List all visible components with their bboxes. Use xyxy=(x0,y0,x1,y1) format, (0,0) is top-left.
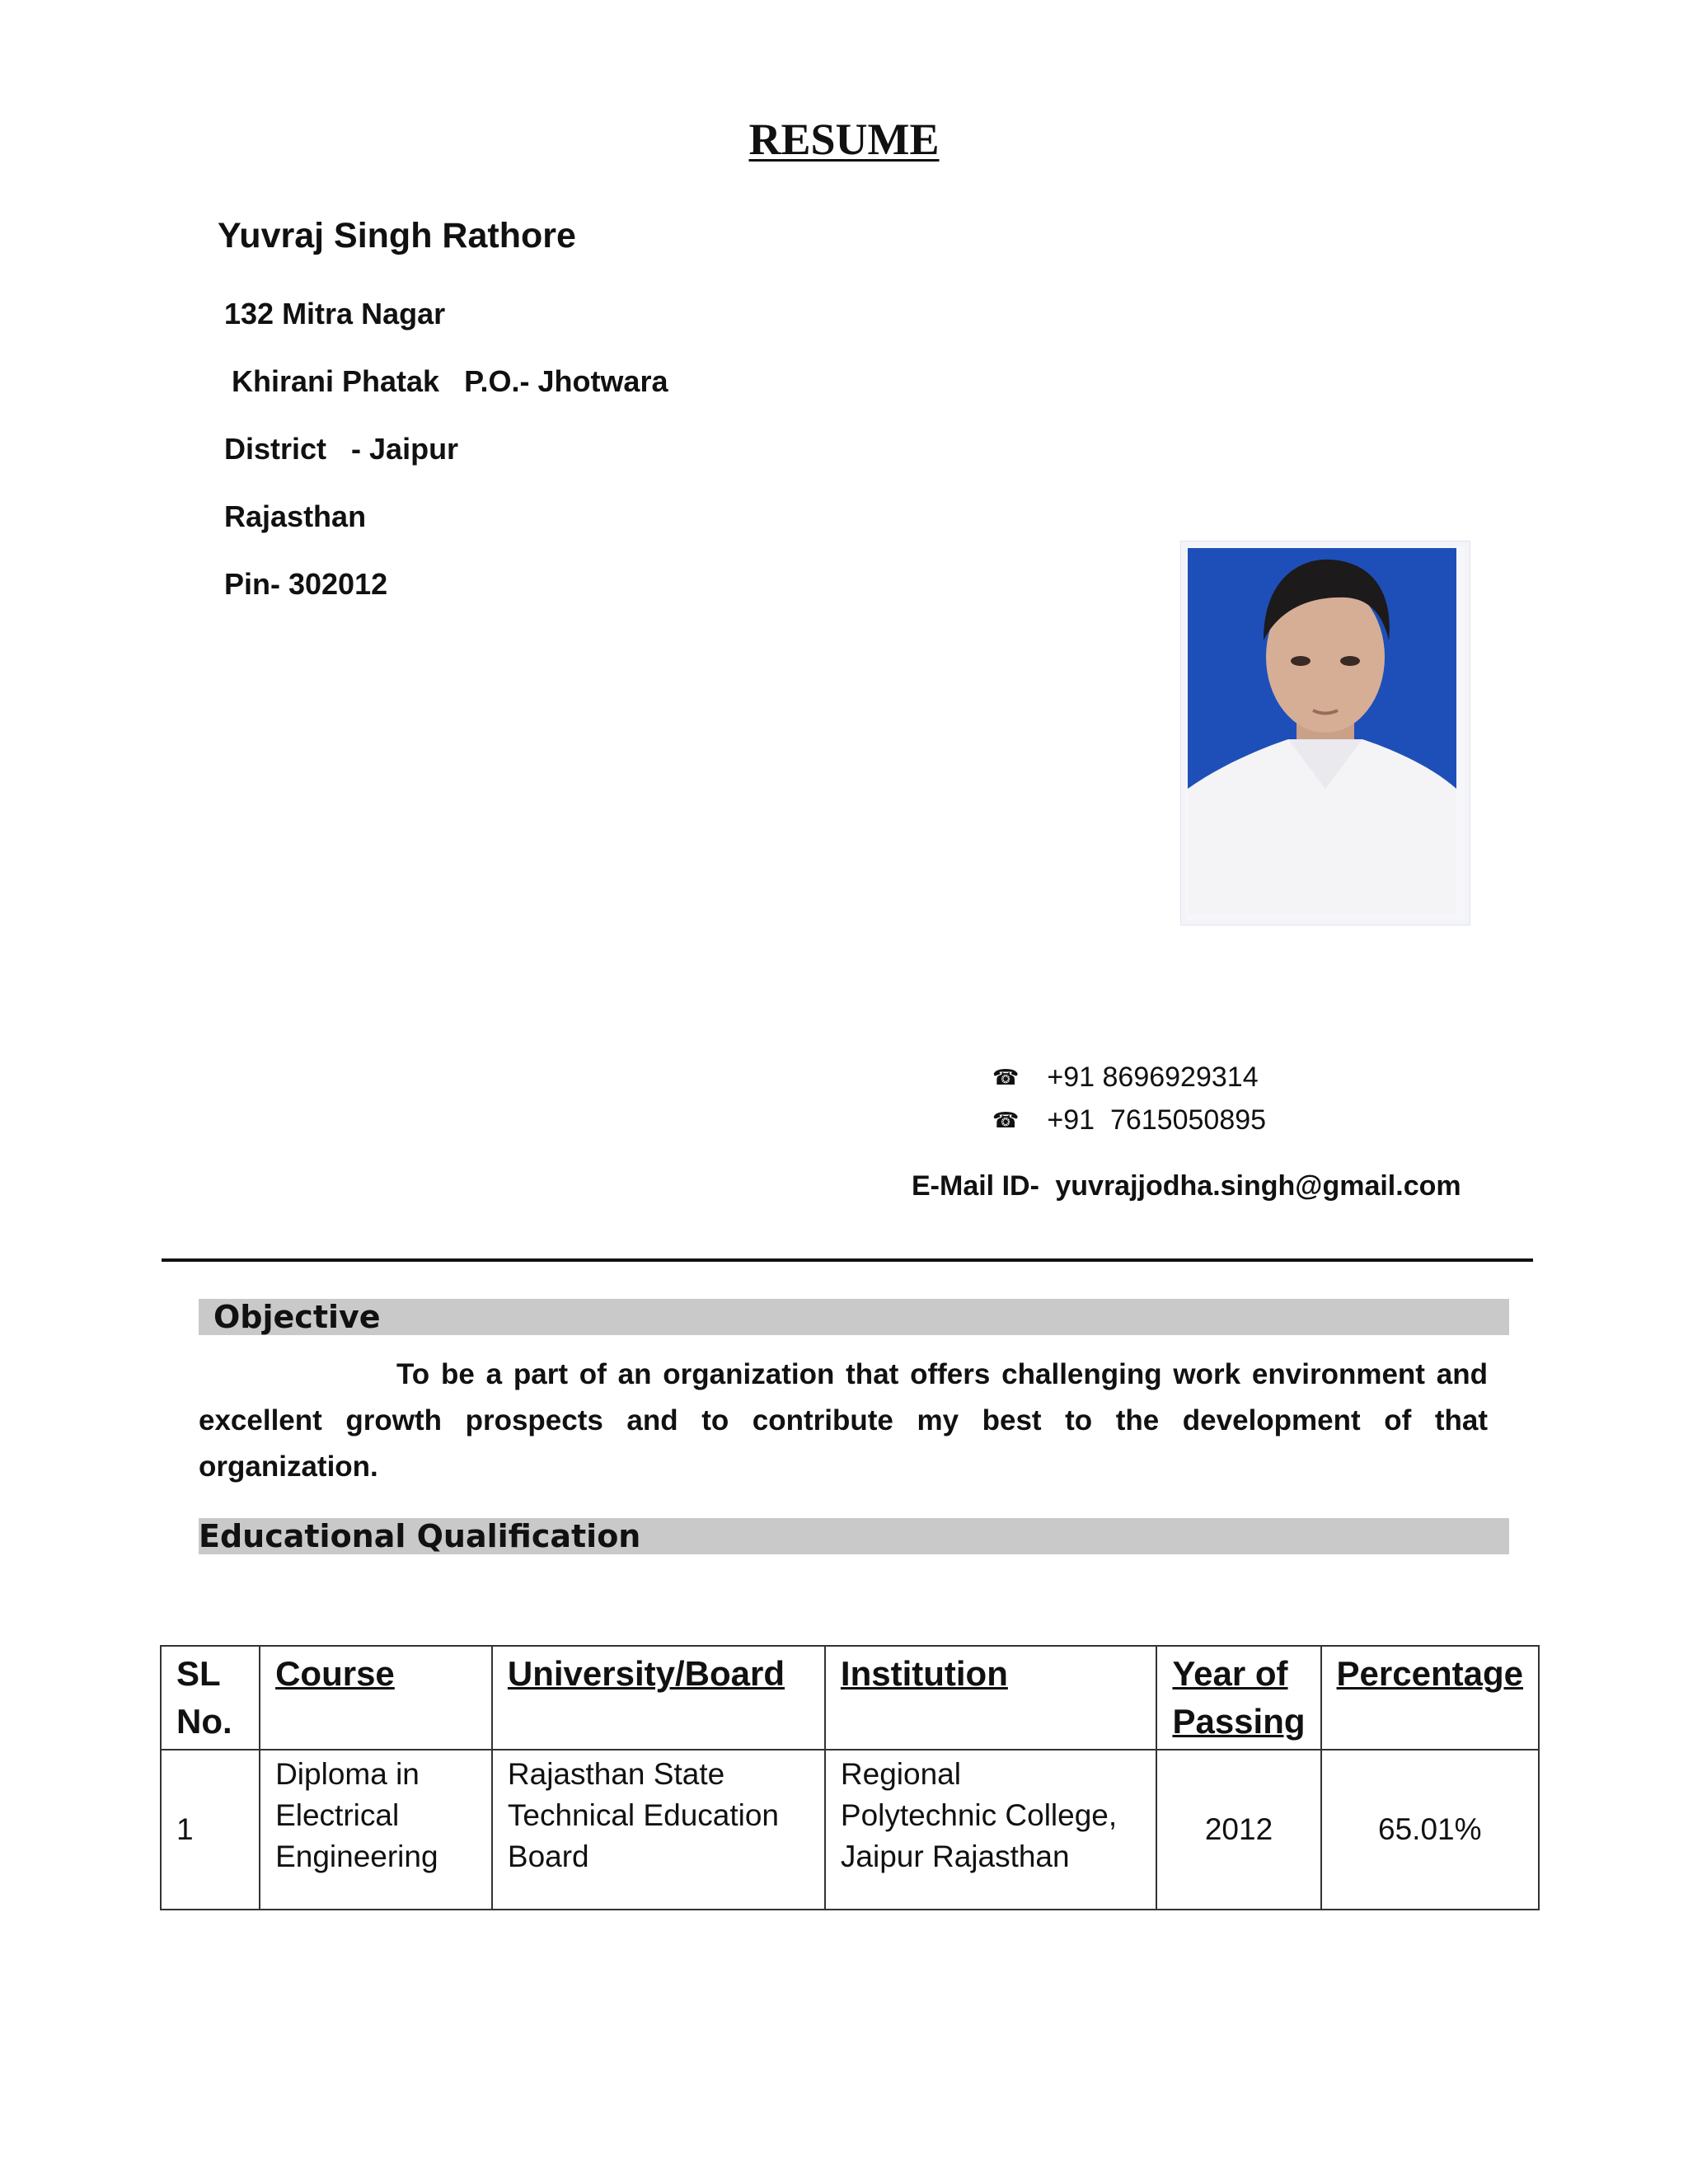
email-label: E-Mail ID- xyxy=(912,1170,1039,1202)
phone-1: +91 8696929314 xyxy=(1047,1062,1259,1093)
table-row xyxy=(161,1750,1539,1910)
header-university-text: University/Board xyxy=(507,1654,785,1693)
phone-icon: ☎ xyxy=(992,1108,1020,1132)
page-title: RESUME xyxy=(748,115,940,164)
cell-university: Rajasthan State Technical Education Board xyxy=(492,1750,825,1910)
address-line-1: 132 Mitra Nagar xyxy=(224,297,446,330)
header-sl xyxy=(161,1646,260,1750)
cell-institution: Regional Polytechnic College, Jaipur Rajasthan xyxy=(825,1750,1157,1910)
phone-1-row xyxy=(992,1062,1259,1094)
address-line-2: Khirani Phatak P.O.- Jhotwara xyxy=(232,364,668,398)
address-line-4: Rajasthan xyxy=(224,499,367,533)
education-table xyxy=(160,1645,1540,1910)
section-header-education: Educational Qualification xyxy=(199,1518,1509,1554)
table-header-row xyxy=(161,1646,1539,1750)
header-course-text: Course xyxy=(275,1654,395,1693)
header-institution-text: Institution xyxy=(840,1654,1008,1693)
profile-photo xyxy=(1180,541,1470,926)
header-year-text: Year of Passing xyxy=(1172,1654,1306,1741)
header-course xyxy=(260,1646,492,1750)
objective-text: To be a part of an organization that offers challenging work environment and excellent growth prospects and to contribute my best to the development of that organization. xyxy=(199,1358,1488,1483)
email-address: yuvrajjodha.singh@gmail.com xyxy=(1055,1170,1461,1202)
header-percentage xyxy=(1321,1646,1539,1750)
profile-photo-image xyxy=(1181,541,1470,925)
address-line-3: District - Jaipur xyxy=(224,432,459,466)
candidate-name: Yuvraj Singh Rathore xyxy=(218,216,576,255)
cell-sl: 1 xyxy=(161,1750,260,1910)
header-institution xyxy=(825,1646,1157,1750)
phone-2-row xyxy=(992,1104,1266,1137)
horizontal-divider xyxy=(162,1258,1533,1262)
cell-percentage: 65.01% xyxy=(1321,1750,1539,1910)
header-university xyxy=(492,1646,825,1750)
cell-year: 2012 xyxy=(1156,1750,1320,1910)
header-percentage-text: Percentage xyxy=(1336,1654,1523,1693)
section-header-objective: Objective xyxy=(199,1299,1509,1335)
phone-icon: ☎ xyxy=(992,1065,1020,1090)
email-line xyxy=(912,1170,1461,1202)
address-line-5: Pin- 302012 xyxy=(224,567,388,601)
header-sl-text: SL No. xyxy=(176,1654,232,1741)
cell-course: Diploma in Electrical Engineering xyxy=(260,1750,492,1910)
header-year xyxy=(1156,1646,1320,1750)
phone-2: +91 7615050895 xyxy=(1047,1104,1267,1136)
